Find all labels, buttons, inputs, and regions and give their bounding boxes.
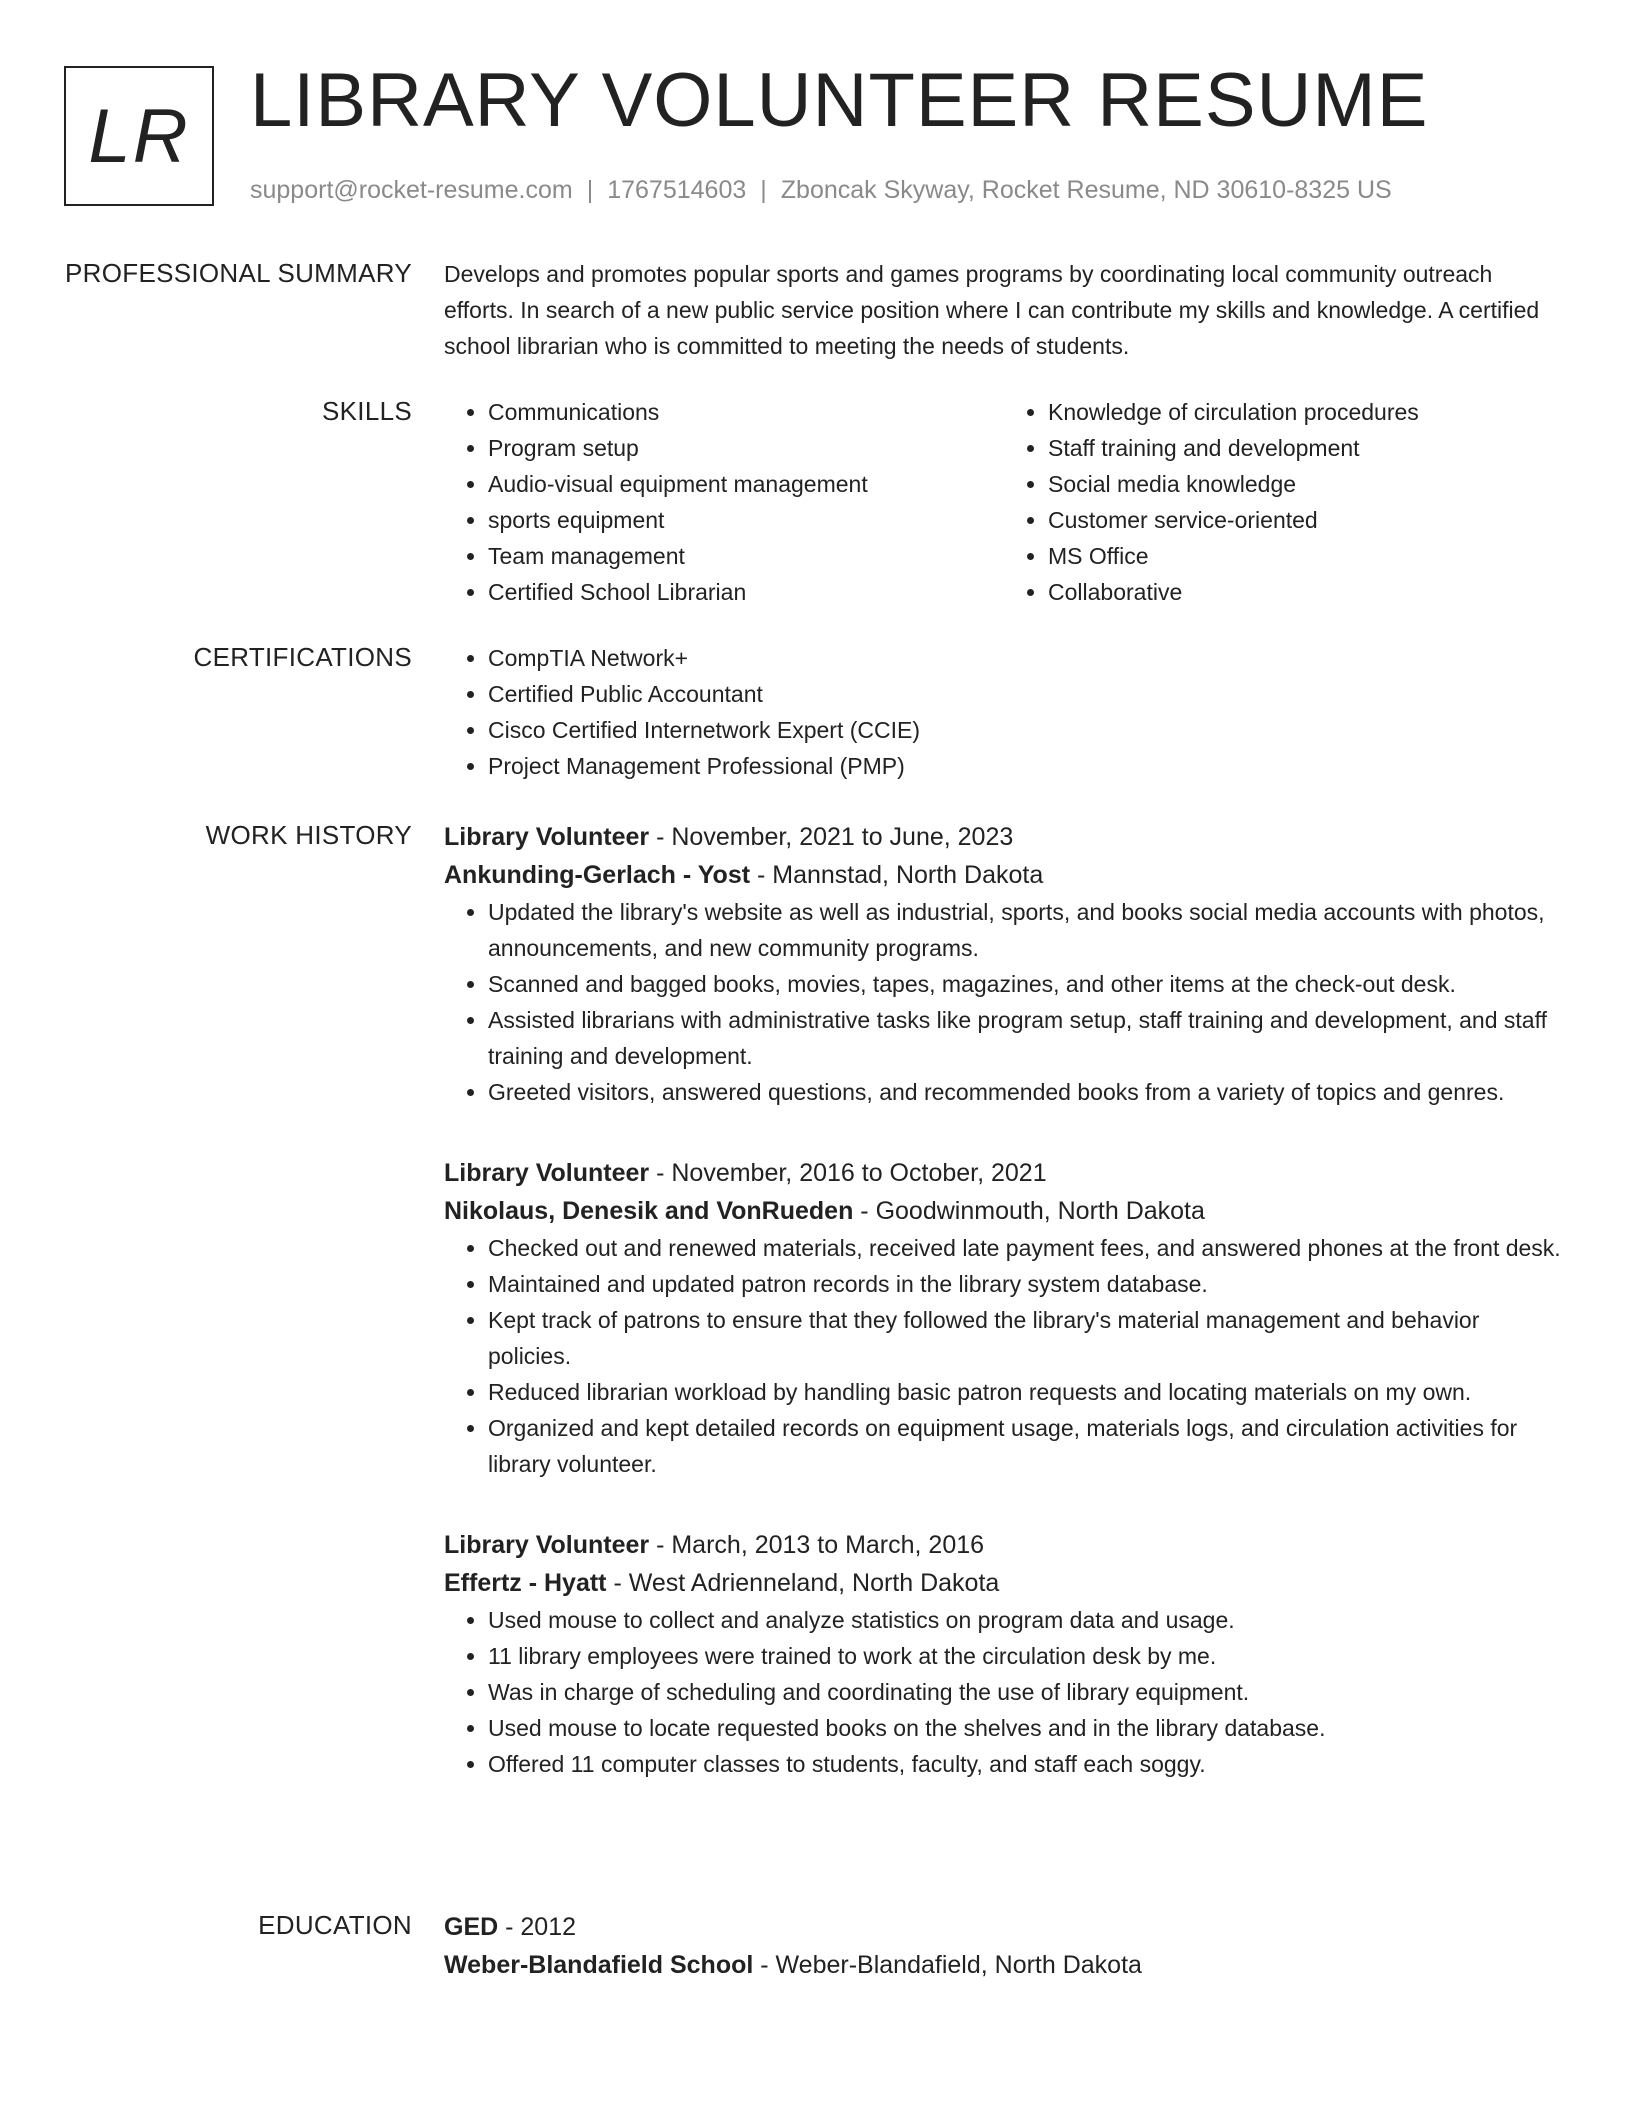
job-bullet: • 11 library employees were trained to work at the circulation desk by me. <box>488 1638 1564 1674</box>
work-history-content <box>444 818 1564 1782</box>
certification-item: • Project Management Professional (PMP) <box>488 748 1564 784</box>
job-dates: - March, 2013 to March, 2016 <box>649 1531 985 1559</box>
contact-separator: | <box>760 176 767 204</box>
job-entry <box>444 818 1564 1110</box>
job-company-line <box>444 856 1564 894</box>
skill-item: • sports equipment <box>488 502 1004 538</box>
job-bullet: • Greeted visitors, answered questions, and recommended books from a variety of topics and genres. <box>488 1074 1564 1110</box>
skill-item: • Audio-visual equipment management <box>488 466 1004 502</box>
job-bullet: • Kept track of patrons to ensure that they followed the library's material management and behavior policies. <box>488 1302 1564 1374</box>
job-entry <box>444 1526 1564 1782</box>
education-degree: GED <box>444 1913 499 1941</box>
certifications-list <box>444 640 1564 784</box>
job-bullet: • Was in charge of scheduling and coordinating the use of library equipment. <box>488 1674 1564 1710</box>
work-history-label: WORK HISTORY <box>205 820 412 850</box>
education-content <box>444 1908 1564 1984</box>
job-bullet: • Updated the library's website as well as industrial, sports, and books social media accounts with photos, announcements, and new community programs. <box>488 894 1564 966</box>
skill-item: • Social media knowledge <box>1048 466 1564 502</box>
job-title-line <box>444 1526 1564 1564</box>
education-location: - Weber-Blandafield, North Dakota <box>753 1951 1142 1979</box>
certification-item: • Certified Public Accountant <box>488 676 1564 712</box>
job-location: - Goodwinmouth, North Dakota <box>853 1197 1205 1225</box>
job-title: Library Volunteer <box>444 1159 650 1187</box>
job-bullet: • Maintained and updated patron records in the library system database. <box>488 1266 1564 1302</box>
job-bullet: • Used mouse to locate requested books on the shelves and in the library database. <box>488 1710 1564 1746</box>
skill-item: • Customer service-oriented <box>1048 502 1564 538</box>
skill-item: • Program setup <box>488 430 1004 466</box>
job-company: Ankunding-Gerlach - Yost <box>444 861 751 889</box>
skills-list-left <box>444 394 1004 610</box>
skills-label: SKILLS <box>322 396 412 426</box>
education-degree-line <box>444 1908 1564 1946</box>
skill-item: • Staff training and development <box>1048 430 1564 466</box>
summary-label: PROFESSIONAL SUMMARY <box>65 258 412 288</box>
job-bullet: • Organized and kept detailed records on equipment usage, materials logs, and circulation activities for library volunteer. <box>488 1410 1564 1482</box>
job-bullets <box>444 1602 1564 1782</box>
job-entry <box>444 1154 1564 1482</box>
resume-title: LIBRARY VOLUNTEER RESUME <box>250 58 1429 143</box>
job-title: Library Volunteer <box>444 823 650 851</box>
contact-address: Zboncak Skyway, Rocket Resume, ND 30610-8325 US <box>780 176 1392 204</box>
job-dates: - November, 2021 to June, 2023 <box>649 823 1014 851</box>
job-company: Nikolaus, Denesik and VonRueden <box>444 1197 854 1225</box>
job-location: - West Adrienneland, North Dakota <box>606 1569 1000 1597</box>
job-bullet: • Offered 11 computer classes to students, faculty, and staff each soggy. <box>488 1746 1564 1782</box>
contact-phone: 1767514603 <box>607 176 747 204</box>
education-label: EDUCATION <box>258 1910 412 1940</box>
job-dates: - November, 2016 to October, 2021 <box>649 1159 1047 1187</box>
skill-item: • Knowledge of circulation procedures <box>1048 394 1564 430</box>
job-location: - Mannstad, North Dakota <box>750 861 1044 889</box>
job-title-line <box>444 818 1564 856</box>
certifications-content <box>444 640 1564 784</box>
job-bullets <box>444 1230 1564 1482</box>
certification-item: • CompTIA Network+ <box>488 640 1564 676</box>
job-title-line <box>444 1154 1564 1192</box>
certifications-label: CERTIFICATIONS <box>193 642 412 672</box>
job-bullet: • Scanned and bagged books, movies, tapes, magazines, and other items at the check-out desk. <box>488 966 1564 1002</box>
education-school: Weber-Blandafield School <box>444 1951 754 1979</box>
job-company-line <box>444 1192 1564 1230</box>
skill-item: • MS Office <box>1048 538 1564 574</box>
skills-list-right <box>1004 394 1564 610</box>
skill-item: • Team management <box>488 538 1004 574</box>
skill-item: • Communications <box>488 394 1004 430</box>
education-school-line <box>444 1946 1564 1984</box>
job-title: Library Volunteer <box>444 1531 650 1559</box>
monogram-logo: LR <box>64 66 214 206</box>
job-bullet: • Reduced librarian workload by handling basic patron requests and locating materials on my own. <box>488 1374 1564 1410</box>
job-bullet: • Assisted librarians with administrative tasks like program setup, staff training and development, and staff training and development. <box>488 1002 1564 1074</box>
certification-item: • Cisco Certified Internetwork Expert (CCIE) <box>488 712 1564 748</box>
job-bullet: • Checked out and renewed materials, received late payment fees, and answered phones at the front desk. <box>488 1230 1564 1266</box>
job-company-line <box>444 1564 1564 1602</box>
skill-item: • Certified School Librarian <box>488 574 1004 610</box>
education-year: - 2012 <box>498 1913 577 1941</box>
summary-text: Develops and promotes popular sports and games programs by coordinating local community outreach efforts. In search of a new public service position where I can contribute my skills and knowledge. A certified school librarian who is committed to meeting the needs of students. <box>444 261 1540 359</box>
contact-separator: | <box>586 176 594 204</box>
skills-columns <box>444 394 1564 610</box>
job-bullets <box>444 894 1564 1110</box>
job-bullet: • Used mouse to collect and analyze statistics on program data and usage. <box>488 1602 1564 1638</box>
job-company: Effertz - Hyatt <box>444 1569 607 1597</box>
contact-line <box>250 174 1392 206</box>
contact-email[interactable]: support@rocket-resume.com <box>250 176 573 204</box>
skill-item: • Collaborative <box>1048 574 1564 610</box>
